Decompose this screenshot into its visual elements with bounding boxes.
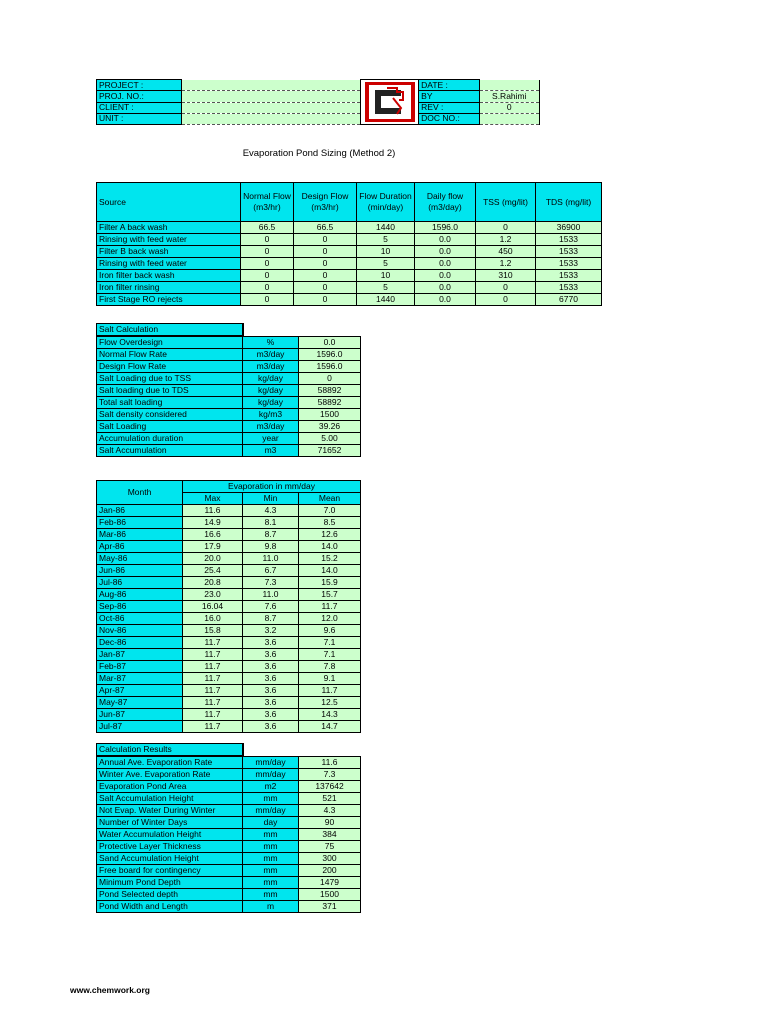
evaporation-value-cell: 9.1	[299, 673, 361, 685]
evaporation-value-cell: 23.0	[183, 589, 243, 601]
row-unit: kg/day	[243, 373, 299, 385]
month-cell: Sep-86	[97, 601, 183, 613]
month-cell: Feb-87	[97, 661, 183, 673]
table-row	[97, 685, 361, 697]
source-table-header	[97, 183, 602, 222]
row-label: Annual Ave. Evaporation Rate	[97, 756, 243, 769]
row-label: Total salt loading	[97, 397, 243, 409]
salt-caption: Salt Calculation	[97, 324, 243, 337]
row-label: Protective Layer Thickness	[97, 841, 243, 853]
row-value: 11.6	[299, 756, 361, 769]
month-header: Month	[97, 481, 183, 505]
evaporation-value-cell: 16.0	[183, 613, 243, 625]
source-value-cell: 450	[476, 246, 536, 258]
evaporation-value-cell: 12.0	[299, 613, 361, 625]
source-header-cell: Source	[97, 183, 241, 222]
by-value: S.Rahimi	[479, 91, 539, 102]
row-value: 0	[299, 373, 361, 385]
source-header-cell: Normal Flow (m3/hr)	[241, 183, 294, 222]
table-row	[97, 841, 361, 853]
source-value-cell: 66.5	[241, 222, 294, 234]
row-label: Flow Overdesign	[97, 336, 243, 349]
row-value: 521	[299, 793, 361, 805]
row-unit: year	[243, 433, 299, 445]
evaporation-value-cell: 6.7	[243, 565, 299, 577]
evaporation-value-cell: 9.6	[299, 625, 361, 637]
month-cell: May-86	[97, 553, 183, 565]
evaporation-subheader-cell: Max	[183, 493, 243, 505]
evaporation-value-cell: 8.1	[243, 517, 299, 529]
source-value-cell: 10	[357, 246, 415, 258]
page-title: Evaporation Pond Sizing (Method 2)	[242, 148, 396, 159]
proj-no-label: PROJ. NO.:	[97, 91, 182, 102]
row-value: 39.26	[299, 421, 361, 433]
client-value	[181, 102, 360, 113]
table-row	[97, 853, 361, 865]
row-unit: mm	[243, 889, 299, 901]
evaporation-value-cell: 7.1	[299, 637, 361, 649]
month-cell: Dec-86	[97, 637, 183, 649]
evaporation-value-cell: 15.8	[183, 625, 243, 637]
table-row	[97, 361, 361, 373]
evaporation-value-cell: 20.8	[183, 577, 243, 589]
evaporation-value-cell: 11.7	[183, 661, 243, 673]
row-unit: mm/day	[243, 769, 299, 781]
evaporation-value-cell: 3.6	[243, 637, 299, 649]
source-value-cell: 0.0	[415, 294, 476, 306]
evaporation-value-cell: 11.7	[183, 685, 243, 697]
source-value-cell: 0	[241, 294, 294, 306]
month-cell: Jun-87	[97, 709, 183, 721]
table-row	[97, 889, 361, 901]
month-cell: Jun-86	[97, 565, 183, 577]
evaporation-value-cell: 12.6	[299, 529, 361, 541]
table-row	[97, 541, 361, 553]
table-row	[97, 517, 361, 529]
evaporation-value-cell: 3.6	[243, 721, 299, 733]
table-row	[97, 433, 361, 445]
month-cell: Feb-86	[97, 517, 183, 529]
table-row	[97, 246, 602, 258]
table-row	[97, 258, 602, 270]
month-cell: Jan-86	[97, 505, 183, 517]
evaporation-value-cell: 11.6	[183, 505, 243, 517]
row-value: 58892	[299, 385, 361, 397]
evaporation-group-header: Evaporation in mm/day	[183, 481, 361, 493]
salt-table-body	[97, 336, 361, 457]
evaporation-value-cell: 11.7	[183, 709, 243, 721]
month-cell: Apr-86	[97, 541, 183, 553]
source-value-cell: 36900	[536, 222, 602, 234]
source-value-cell: 6770	[536, 294, 602, 306]
row-label: Salt loading due to TDS	[97, 385, 243, 397]
evaporation-value-cell: 3.6	[243, 697, 299, 709]
table-row	[97, 709, 361, 721]
source-header-cell: TSS (mg/lit)	[476, 183, 536, 222]
row-value: 1500	[299, 889, 361, 901]
evaporation-value-cell: 3.6	[243, 709, 299, 721]
table-row	[97, 234, 602, 246]
row-label: Not Evap. Water During Winter	[97, 805, 243, 817]
source-value-cell: 1440	[357, 294, 415, 306]
row-unit: mm	[243, 865, 299, 877]
unit-label: UNIT :	[97, 113, 182, 124]
evaporation-value-cell: 11.0	[243, 553, 299, 565]
source-name-cell: First Stage RO rejects	[97, 294, 241, 306]
evaporation-value-cell: 7.3	[243, 577, 299, 589]
evaporation-value-cell: 4.3	[243, 505, 299, 517]
table-row	[97, 577, 361, 589]
row-value: 58892	[299, 397, 361, 409]
source-value-cell: 0	[241, 270, 294, 282]
table-row	[97, 769, 361, 781]
row-unit: m3	[243, 445, 299, 457]
rev-value: 0	[479, 102, 539, 113]
table-row	[97, 781, 361, 793]
source-name-cell: Iron filter back wash	[97, 270, 241, 282]
row-value: 5.00	[299, 433, 361, 445]
row-unit: mm	[243, 853, 299, 865]
row-value: 1596.0	[299, 349, 361, 361]
source-name-cell: Filter A back wash	[97, 222, 241, 234]
table-row	[97, 505, 361, 517]
project-value	[181, 80, 360, 91]
table-row	[97, 529, 361, 541]
evaporation-value-cell: 20.0	[183, 553, 243, 565]
source-value-cell: 0.0	[415, 282, 476, 294]
table-row	[97, 793, 361, 805]
table-row	[97, 336, 361, 349]
evaporation-subheader-cell: Mean	[299, 493, 361, 505]
row-value: 1500	[299, 409, 361, 421]
table-row	[97, 756, 361, 769]
source-value-cell: 0.0	[415, 270, 476, 282]
row-unit: kg/day	[243, 397, 299, 409]
evaporation-value-cell: 7.1	[299, 649, 361, 661]
row-label: Sand Accumulation Height	[97, 853, 243, 865]
table-row	[97, 637, 361, 649]
source-value-cell: 0.0	[415, 234, 476, 246]
evaporation-value-cell: 11.7	[299, 685, 361, 697]
table-row	[97, 829, 361, 841]
row-value: 384	[299, 829, 361, 841]
evaporation-value-cell: 11.7	[299, 601, 361, 613]
row-unit: %	[243, 336, 299, 349]
source-table	[96, 182, 602, 306]
month-cell: Nov-86	[97, 625, 183, 637]
source-header-cell: Daily flow (m3/day)	[415, 183, 476, 222]
doc-no-value	[479, 113, 539, 124]
evaporation-value-cell: 7.0	[299, 505, 361, 517]
row-label: Salt Loading	[97, 421, 243, 433]
source-value-cell: 0.0	[415, 258, 476, 270]
evaporation-value-cell: 11.7	[183, 697, 243, 709]
table-row	[97, 697, 361, 709]
table-row	[97, 385, 361, 397]
month-cell: Jul-86	[97, 577, 183, 589]
month-cell: Aug-86	[97, 589, 183, 601]
row-unit: mm	[243, 877, 299, 889]
evaporation-value-cell: 15.2	[299, 553, 361, 565]
source-value-cell: 0	[241, 234, 294, 246]
table-row	[97, 613, 361, 625]
row-unit: m3/day	[243, 349, 299, 361]
row-value: 300	[299, 853, 361, 865]
table-row	[97, 553, 361, 565]
date-label: DATE :	[419, 80, 479, 91]
source-value-cell: 1533	[536, 270, 602, 282]
row-label: Number of Winter Days	[97, 817, 243, 829]
proj-no-value	[181, 91, 360, 102]
unit-value	[181, 113, 360, 124]
salt-calculation-table	[96, 323, 361, 457]
source-value-cell: 0	[476, 282, 536, 294]
source-value-cell: 1596.0	[415, 222, 476, 234]
row-value: 90	[299, 817, 361, 829]
table-row	[97, 421, 361, 433]
row-label: Pond Selected depth	[97, 889, 243, 901]
row-label: Free board for contingency	[97, 865, 243, 877]
row-label: Water Accumulation Height	[97, 829, 243, 841]
evaporation-value-cell: 11.7	[183, 637, 243, 649]
row-label: Design Flow Rate	[97, 361, 243, 373]
row-value: 371	[299, 901, 361, 913]
table-row	[97, 373, 361, 385]
evaporation-value-cell: 25.4	[183, 565, 243, 577]
evaporation-value-cell: 3.6	[243, 673, 299, 685]
row-unit: mm/day	[243, 756, 299, 769]
row-unit: m	[243, 901, 299, 913]
row-label: Minimum Pond Depth	[97, 877, 243, 889]
row-value: 4.3	[299, 805, 361, 817]
month-cell: May-87	[97, 697, 183, 709]
row-label: Winter Ave. Evaporation Rate	[97, 769, 243, 781]
source-value-cell: 0	[476, 294, 536, 306]
evaporation-value-cell: 7.6	[243, 601, 299, 613]
source-value-cell: 0	[241, 258, 294, 270]
row-unit: kg/day	[243, 385, 299, 397]
source-value-cell: 5	[357, 234, 415, 246]
table-row	[97, 565, 361, 577]
table-row	[97, 901, 361, 913]
table-row	[97, 282, 602, 294]
table-row	[97, 649, 361, 661]
month-cell: Mar-86	[97, 529, 183, 541]
row-value: 0.0	[299, 336, 361, 349]
source-value-cell: 0	[294, 282, 357, 294]
table-row	[97, 589, 361, 601]
month-cell: Mar-87	[97, 673, 183, 685]
row-label: Salt Loading due to TSS	[97, 373, 243, 385]
table-row	[97, 409, 361, 421]
source-value-cell: 310	[476, 270, 536, 282]
table-row	[97, 349, 361, 361]
table-row	[97, 721, 361, 733]
month-cell: Jan-87	[97, 649, 183, 661]
source-table-body	[97, 222, 602, 306]
table-row	[97, 445, 361, 457]
table-row	[97, 625, 361, 637]
row-value: 75	[299, 841, 361, 853]
evaporation-value-cell: 8.7	[243, 613, 299, 625]
by-label: BY	[419, 91, 479, 102]
evaporation-value-cell: 11.0	[243, 589, 299, 601]
table-row	[97, 601, 361, 613]
source-value-cell: 10	[357, 270, 415, 282]
source-value-cell: 0	[294, 234, 357, 246]
source-value-cell: 0.0	[415, 246, 476, 258]
source-value-cell: 1.2	[476, 234, 536, 246]
source-value-cell: 1533	[536, 282, 602, 294]
project-label: PROJECT :	[97, 80, 182, 91]
row-unit: mm	[243, 829, 299, 841]
row-label: Evaporation Pond Area	[97, 781, 243, 793]
row-value: 1479	[299, 877, 361, 889]
source-value-cell: 1533	[536, 258, 602, 270]
calculation-results-table	[96, 743, 361, 913]
source-name-cell: Rinsing with feed water	[97, 258, 241, 270]
month-cell: Jul-87	[97, 721, 183, 733]
row-label: Salt density considered	[97, 409, 243, 421]
evaporation-value-cell: 9.8	[243, 541, 299, 553]
source-value-cell: 5	[357, 258, 415, 270]
source-value-cell: 1440	[357, 222, 415, 234]
evaporation-value-cell: 14.0	[299, 541, 361, 553]
evaporation-value-cell: 17.9	[183, 541, 243, 553]
source-name-cell: Filter B back wash	[97, 246, 241, 258]
source-value-cell: 0	[294, 294, 357, 306]
table-row	[97, 397, 361, 409]
evaporation-table	[96, 480, 361, 733]
table-row	[97, 805, 361, 817]
source-value-cell: 66.5	[294, 222, 357, 234]
results-caption: Calculation Results	[97, 744, 243, 757]
row-unit: mm	[243, 841, 299, 853]
table-row	[97, 673, 361, 685]
row-label: Accumulation duration	[97, 433, 243, 445]
results-table-body	[97, 756, 361, 913]
evaporation-value-cell: 16.04	[183, 601, 243, 613]
source-value-cell: 0	[294, 258, 357, 270]
source-name-cell: Rinsing with feed water	[97, 234, 241, 246]
table-row	[97, 865, 361, 877]
evaporation-value-cell: 12.5	[299, 697, 361, 709]
row-unit: kg/m3	[243, 409, 299, 421]
evaporation-value-cell: 11.7	[183, 721, 243, 733]
month-cell: Oct-86	[97, 613, 183, 625]
row-value: 7.3	[299, 769, 361, 781]
header-table	[96, 79, 540, 125]
evaporation-value-cell: 3.6	[243, 661, 299, 673]
evaporation-value-cell: 14.0	[299, 565, 361, 577]
company-logo-icon	[363, 80, 417, 124]
source-value-cell: 1.2	[476, 258, 536, 270]
row-unit: mm/day	[243, 805, 299, 817]
row-value: 1596.0	[299, 361, 361, 373]
row-value: 71652	[299, 445, 361, 457]
table-row	[97, 294, 602, 306]
date-value	[479, 80, 539, 91]
evaporation-table-body	[97, 505, 361, 733]
row-label: Salt Accumulation Height	[97, 793, 243, 805]
row-unit: m3/day	[243, 421, 299, 433]
evaporation-value-cell: 7.8	[299, 661, 361, 673]
evaporation-value-cell: 3.6	[243, 685, 299, 697]
row-label: Salt Accumulation	[97, 445, 243, 457]
table-row	[97, 877, 361, 889]
source-header-cell: TDS (mg/lit)	[536, 183, 602, 222]
source-name-cell: Iron filter rinsing	[97, 282, 241, 294]
table-row	[97, 661, 361, 673]
evaporation-value-cell: 8.7	[243, 529, 299, 541]
table-row	[97, 270, 602, 282]
row-unit: mm	[243, 793, 299, 805]
source-value-cell: 0	[294, 246, 357, 258]
source-value-cell: 0	[476, 222, 536, 234]
source-value-cell: 1533	[536, 246, 602, 258]
evaporation-value-cell: 8.5	[299, 517, 361, 529]
footer-url: www.chemwork.org	[70, 985, 150, 995]
row-label: Pond Width and Length	[97, 901, 243, 913]
evaporation-value-cell: 11.7	[183, 673, 243, 685]
row-value: 137642	[299, 781, 361, 793]
row-unit: m3/day	[243, 361, 299, 373]
table-row	[97, 222, 602, 234]
evaporation-subheader-cell: Min	[243, 493, 299, 505]
rev-label: REV :	[419, 102, 479, 113]
source-header-cell: Design Flow (m3/hr)	[294, 183, 357, 222]
source-value-cell: 0	[241, 246, 294, 258]
row-unit: m2	[243, 781, 299, 793]
month-cell: Apr-87	[97, 685, 183, 697]
evaporation-value-cell: 15.9	[299, 577, 361, 589]
source-value-cell: 5	[357, 282, 415, 294]
evaporation-value-cell: 16.6	[183, 529, 243, 541]
evaporation-value-cell: 11.7	[183, 649, 243, 661]
source-header-cell: Flow Duration (min/day)	[357, 183, 415, 222]
row-unit: day	[243, 817, 299, 829]
evaporation-value-cell: 3.2	[243, 625, 299, 637]
evaporation-value-cell: 15.7	[299, 589, 361, 601]
evaporation-value-cell: 14.3	[299, 709, 361, 721]
evaporation-value-cell: 14.9	[183, 517, 243, 529]
client-label: CLIENT :	[97, 102, 182, 113]
evaporation-value-cell: 14.7	[299, 721, 361, 733]
source-value-cell: 1533	[536, 234, 602, 246]
table-row	[97, 817, 361, 829]
evaporation-value-cell: 3.6	[243, 649, 299, 661]
row-value: 200	[299, 865, 361, 877]
logo-cell	[360, 80, 418, 125]
row-label: Normal Flow Rate	[97, 349, 243, 361]
doc-no-label: DOC NO.:	[419, 113, 479, 124]
source-value-cell: 0	[241, 282, 294, 294]
source-value-cell: 0	[294, 270, 357, 282]
